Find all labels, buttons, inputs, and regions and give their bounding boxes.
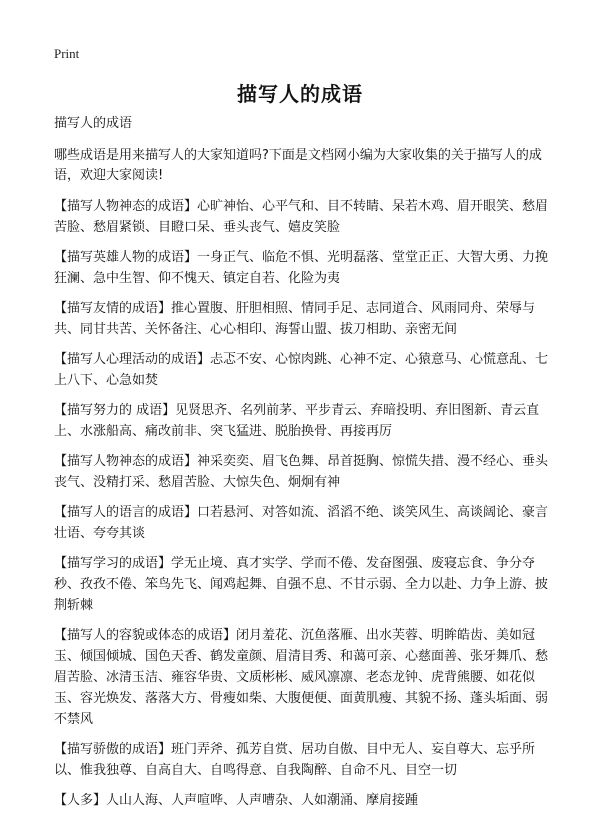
print-link[interactable]: Print xyxy=(54,46,80,61)
section-character-expression: 【描写人物神态的成语】心旷神怡、心平气和、目不转睛、呆若木鸡、眉开眼笑、愁眉苦脸、愁眉紧锁、目瞪口呆、垂头丧气、嬉皮笑脸 xyxy=(54,199,549,235)
section-character-expression-2: 【描写人物神态的成语】神采奕奕、眉飞色舞、昂首挺胸、惊慌失措、漫不经心、垂头丧气、没精打采、愁眉苦脸、大惊失色、炯炯有神 xyxy=(54,454,549,490)
article-subtitle: 描写人的成语 xyxy=(54,116,133,131)
section-appearance: 【描写人的容貌或体态的成语】闭月羞花、沉鱼落雁、出水芙蓉、明眸皓齿、美如冠玉、倾国倾城、国色天香、鹤发童颜、眉清目秀、和蔼可亲、心慈面善、张牙舞爪、愁眉苦脸、冰清玉洁、雍容华贵、文质彬彬、威风凛凛、老态龙钟、虎背熊腰、如花似玉、容光焕发、落落大方、骨瘦如柴、大腹便便、面黄肌瘦、其貌不扬、蓬头垢面、弱不禁风 xyxy=(54,628,549,727)
section-arrogance: 【描写骄傲的成语】班门弄斧、孤芳自赏、居功自傲、目中无人、妄自尊大、忘乎所以、惟我独尊、自高自大、自鸣得意、自我陶醉、自命不凡、目空一切 xyxy=(54,742,536,778)
section-crowds: 【人多】人山人海、人声喧哗、人声嘈杂、人如潮涌、摩肩接踵 xyxy=(54,793,419,808)
page-title: 描写人的成语 xyxy=(237,82,363,106)
section-psychology: 【描写人心理活动的成语】忐忑不安、心惊肉跳、心神不定、心猿意马、心慌意乱、七上八下、心急如焚 xyxy=(54,352,549,388)
section-friendship: 【描写友情的成语】推心置腹、肝胆相照、情同手足、志同道合、风雨同舟、荣辱与共、同甘共苦、关怀备注、心心相印、海誓山盟、拔刀相助、亲密无间 xyxy=(54,301,536,337)
article-body xyxy=(54,114,554,820)
section-language: 【描写人的语言的成语】口若悬河、对答如流、滔滔不绝、谈笑风生、高谈阔论、豪言壮语、夸夸其谈 xyxy=(54,505,549,541)
section-heroes: 【描写英雄人物的成语】一身正气、临危不惧、光明磊落、堂堂正正、大智大勇、力挽狂澜、急中生智、仰不愧天、镇定自若、化险为夷 xyxy=(54,250,549,286)
section-study: 【描写学习的成语】学无止境、真才实学、学而不倦、发奋图强、废寝忘食、争分夺秒、孜孜不倦、笨鸟先飞、闻鸡起舞、自强不息、不甘示弱、全力以赴、力争上游、披荆斩棘 xyxy=(54,556,549,613)
section-effort: 【描写努力的 成语】见贤思齐、名列前茅、平步青云、弃暗投明、弃旧图新、青云直上、水涨船高、痛改前非、突飞猛进、脱胎换骨、再接再厉 xyxy=(54,403,540,439)
article-intro: 哪些成语是用来描写人的大家知道吗?下面是文档网小编为大家收集的关于描写人的成语，欢迎大家阅读! xyxy=(54,148,542,183)
